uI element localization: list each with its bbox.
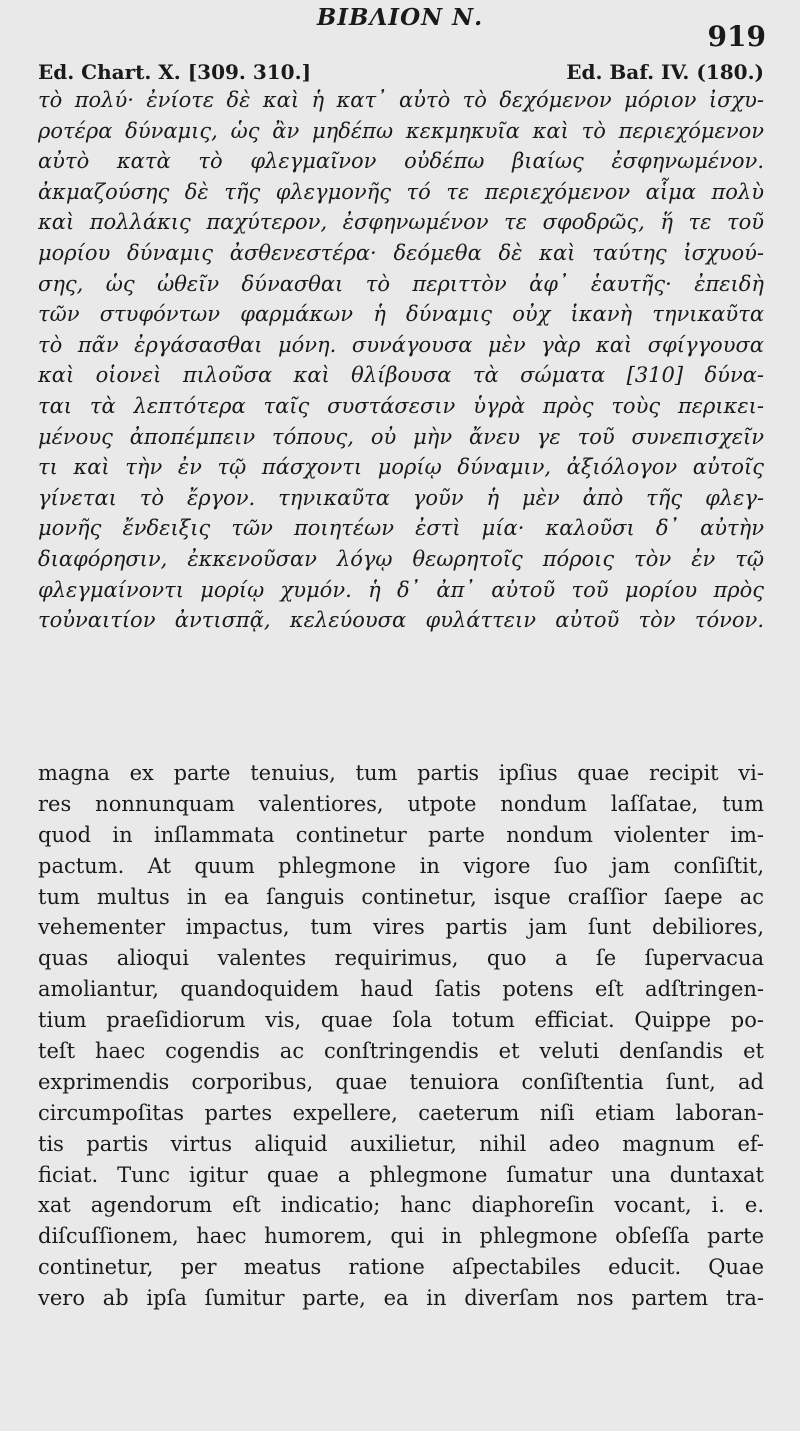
greek-text-line: καὶ πολλάκις παχύτερον, ἐσφηνωμένον τε σφοδρῶς, ἥ τε τοῦ <box>38 210 764 235</box>
greek-text-line: αὐτὸ κατὰ τὸ φλεγμαῖνον οὐδέπω βιαίως ἐσφηνωμένον. <box>38 149 764 174</box>
latin-text-line: exprimendis corporibus, quae tenuiora conſiſtentia ſunt, ad <box>38 1069 764 1094</box>
greek-text-line: φλεγμαίνοντι μορίῳ χυμόν. ἡ δ᾽ ἀπ᾽ αὐτοῦ τοῦ μορίου πρὸς <box>38 577 764 602</box>
greek-text-line: τῶν στυφόντων φαρμάκων ἡ δύναμις οὐχ ἱκανὴ τηνικαῦτα <box>38 302 764 327</box>
latin-text-line: vero ab ipſa ſumitur parte, ea in diverſam nos partem tra- <box>38 1286 764 1311</box>
greek-text-line: ροτέρα δύναμις, ὡς ἂν μηδέπω κεκμηκυῖα καὶ τὸ περιεχόμενον <box>38 118 764 143</box>
page-number: 919 <box>707 20 766 53</box>
latin-text-line: vehementer impactus, tum vires partis jam ſunt debiliores, <box>38 915 764 940</box>
greek-text-line: μονῆς ἔνδειξις τῶν ποιητέων ἐστὶ μία· καλοῦσι δ᾽ αὐτὴν <box>38 516 764 541</box>
latin-text-line: diſcuſſionem, haec humorem, qui in phlegmone obſeſſa parte <box>38 1224 764 1249</box>
greek-text-line: καὶ οἱονεὶ πιλοῦσα καὶ θλίβουσα τὰ σώματα [310] δύνα- <box>38 363 764 388</box>
greek-text-line: μορίου δύναμις ἀσθενεστέρα· δεόμεθα δὲ καὶ ταύτης ἰσχυού- <box>38 240 764 265</box>
edition-reference-left: Ed. Chart. X. [309. 310.] <box>38 60 312 84</box>
latin-text-line: circumpoſitas partes expellere, caeterum niſi etiam laboran- <box>38 1100 764 1125</box>
greek-text-line: τοὐναιτίον ἀντισπᾷ, κελεύουσα φυλάττειν αὐτοῦ τὸν τόνον. <box>38 608 764 633</box>
latin-text-line: xat agendorum eſt indicatio; hanc diaphoreſin vocant, i. e. <box>38 1193 764 1218</box>
latin-text-line: amoliantur, quandoquidem haud ſatis potens eſt adſtringen- <box>38 977 764 1002</box>
greek-text-line: ται τὰ λεπτότερα ταῖς συστάσεσιν ὑγρὰ πρὸς τοὺς περικει- <box>38 393 764 418</box>
latin-text-line: continetur, per meatus ratione aſpectabiles educit. Quae <box>38 1255 764 1280</box>
greek-text-line: τὸ πολύ· ἐνίοτε δὲ καὶ ἡ κατ᾽ αὐτὸ τὸ δεχόμενον μόριον ἰσχυ- <box>38 88 764 112</box>
latin-text-block <box>38 758 764 1314</box>
greek-text-line: ἀκμαζούσης δὲ τῆς φλεγμονῆς τό τε περιεχόμενον αἷμα πολὺ <box>38 179 764 204</box>
greek-text-line: διαφόρησιν, ἐκκενοῦσαν λόγῳ θεωρητοῖς πόροις τὸν ἐν τῷ <box>38 546 764 571</box>
running-title: ΒΙΒΛΙΟΝ Ν. <box>316 4 484 31</box>
latin-text-line: quod in inſlammata continetur parte nondum violenter im- <box>38 822 764 847</box>
latin-text-line: magna ex parte tenuius, tum partis ipſius quae recipit vi- <box>38 761 764 785</box>
latin-text-line: pactum. At quum phlegmone in vigore ſuo jam conſiſtit, <box>38 853 764 878</box>
greek-text-line: γίνεται τὸ ἔργον. τηνικαῦτα γοῦν ἡ μὲν ἀπὸ τῆς φλεγ- <box>38 485 764 510</box>
greek-text-line: μένους ἀποπέμπειν τόπους, οὐ μὴν ἄνευ γε τοῦ συνεπισχεῖν <box>38 424 764 449</box>
greek-text-line: τὸ πᾶν ἐργάσασθαι μόνη. συνάγουσα μὲν γὰρ καὶ σφίγγουσα <box>38 332 764 357</box>
latin-text-line: tum multus in ea ſanguis continetur, isque craſſior ſaepe ac <box>38 884 764 909</box>
edition-reference-right: Ed. Baf. IV. (180.) <box>566 60 764 84</box>
greek-text-block <box>38 85 764 636</box>
latin-text-line: res nonnunquam valentiores, utpote nondum laſſatae, tum <box>38 791 764 816</box>
greek-text-line: τι καὶ τὴν ἐν τῷ πάσχοντι μορίῳ δύναμιν, ἀξιόλογον αὐτοῖς <box>38 455 764 480</box>
latin-text-line: tis partis virtus aliquid auxilietur, nihil adeo magnum ef- <box>38 1131 764 1156</box>
latin-text-line: ficiat. Tunc igitur quae a phlegmone ſumatur una duntaxat <box>38 1162 764 1187</box>
latin-text-line: quas alioqui valentes requirimus, quo a ſe ſupervacua <box>38 946 764 971</box>
latin-text-line: teſt haec cogendis ac conſtringendis et veluti denſandis et <box>38 1039 764 1064</box>
greek-text-line: σης, ὡς ὠθεῖν δύνασθαι τὸ περιττὸν ἀφ᾽ ἑαυτῆς· ἐπειδὴ <box>38 271 764 296</box>
latin-text-line: tium praeſidiorum vis, quae ſola totum efficiat. Quippe po- <box>38 1008 764 1033</box>
